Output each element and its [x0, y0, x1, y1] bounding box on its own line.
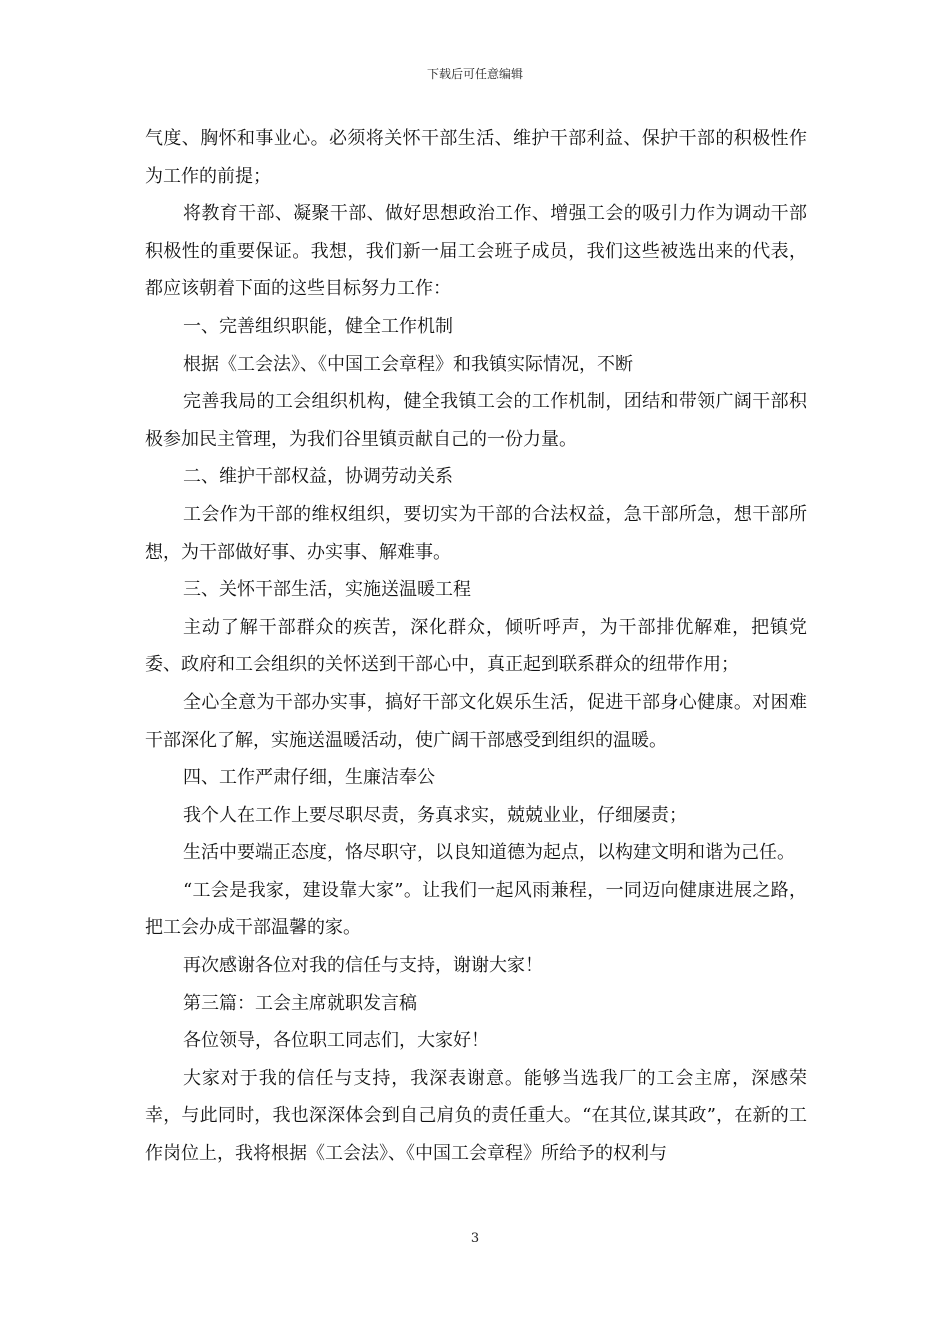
section-heading-1: 一、完善组织职能，健全工作机制 — [183, 315, 453, 337]
section-title-3: 第三篇：工会主席就职发言稿 — [183, 992, 417, 1014]
paragraph-5: 工会作为干部的维权组织，要切实为干部的合法权益，急干部所急，想干部所想，为干部做好事、办实事、解难事。 — [145, 503, 807, 563]
document-body — [145, 120, 807, 1173]
paragraph-8: 我个人在工作上要尽职尽责，务真求实，兢兢业业，仔细屡责； — [183, 804, 687, 826]
paragraph-7: 全心全意为干部办实事，搞好干部文化娱乐生活，促进干部身心健康。对困难干部深化了解，实施送温暖活动，使广阔干部感受到组织的温暖。 — [145, 691, 807, 751]
greeting: 各位领导，各位职工同志们，大家好！ — [183, 1030, 489, 1052]
paragraph-6: 主动了解干部群众的疾苦，深化群众，倾听呼声，为干部排优解难，把镇党委、政府和工会组织的关怀送到干部心中，真正起到联系群众的纽带作用； — [145, 616, 807, 676]
paragraph-2: 将教育干部、凝聚干部、做好思想政治工作、增强工会的吸引力作为调动干部积极性的重要保证。我想，我们新一届工会班子成员，我们这些被选出来的代表，都应该朝着下面的这些目标努力工作： — [145, 203, 807, 300]
paragraph-9: 生活中要端正态度，恪尽职守，以良知道德为起点，以构建文明和谐为己任。 — [183, 842, 795, 864]
paragraph-10: “工会是我家，建设靠大家”。让我们一起风雨兼程，一同迈向健康进展之路，把工会办成干部温馨的家。 — [145, 879, 807, 939]
paragraph-4: 完善我局的工会组织机构，健全我镇工会的工作机制，团结和带领广阔干部积极参加民主管理，为我们谷里镇贡献自己的一份力量。 — [145, 391, 807, 450]
paragraph-11: 再次感谢各位对我的信任与支持，谢谢大家！ — [183, 955, 543, 977]
page-header: 下载后可任意编辑 — [426, 67, 523, 81]
page-number: 3 — [470, 1231, 480, 1246]
section-heading-4: 四、工作严肃仔细，生廉洁奉公 — [183, 767, 435, 789]
paragraph-3: 根据《工会法》、《中国工会章程》和我镇实际情况，不断 — [183, 353, 633, 375]
section-heading-3: 三、关怀干部生活，实施送温暖工程 — [183, 579, 471, 601]
paragraph-1: 气度、胸怀和事业心。必须将关怀干部生活、维护干部利益、保护干部的积极性作为工作的前提； — [145, 128, 807, 187]
paragraph-12: 大家对于我的信任与支持，我深表谢意。能够当选我厂的工会主席，深感荣幸，与此同时，我也深深体会到自己肩负的责任重大。“在其位,谋其政”，在新的工作岗位上，我将根据《工会法》、《中国工会章程》所给予的权利与 — [145, 1067, 807, 1165]
section-heading-2: 二、维护干部权益，协调劳动关系 — [183, 466, 453, 488]
